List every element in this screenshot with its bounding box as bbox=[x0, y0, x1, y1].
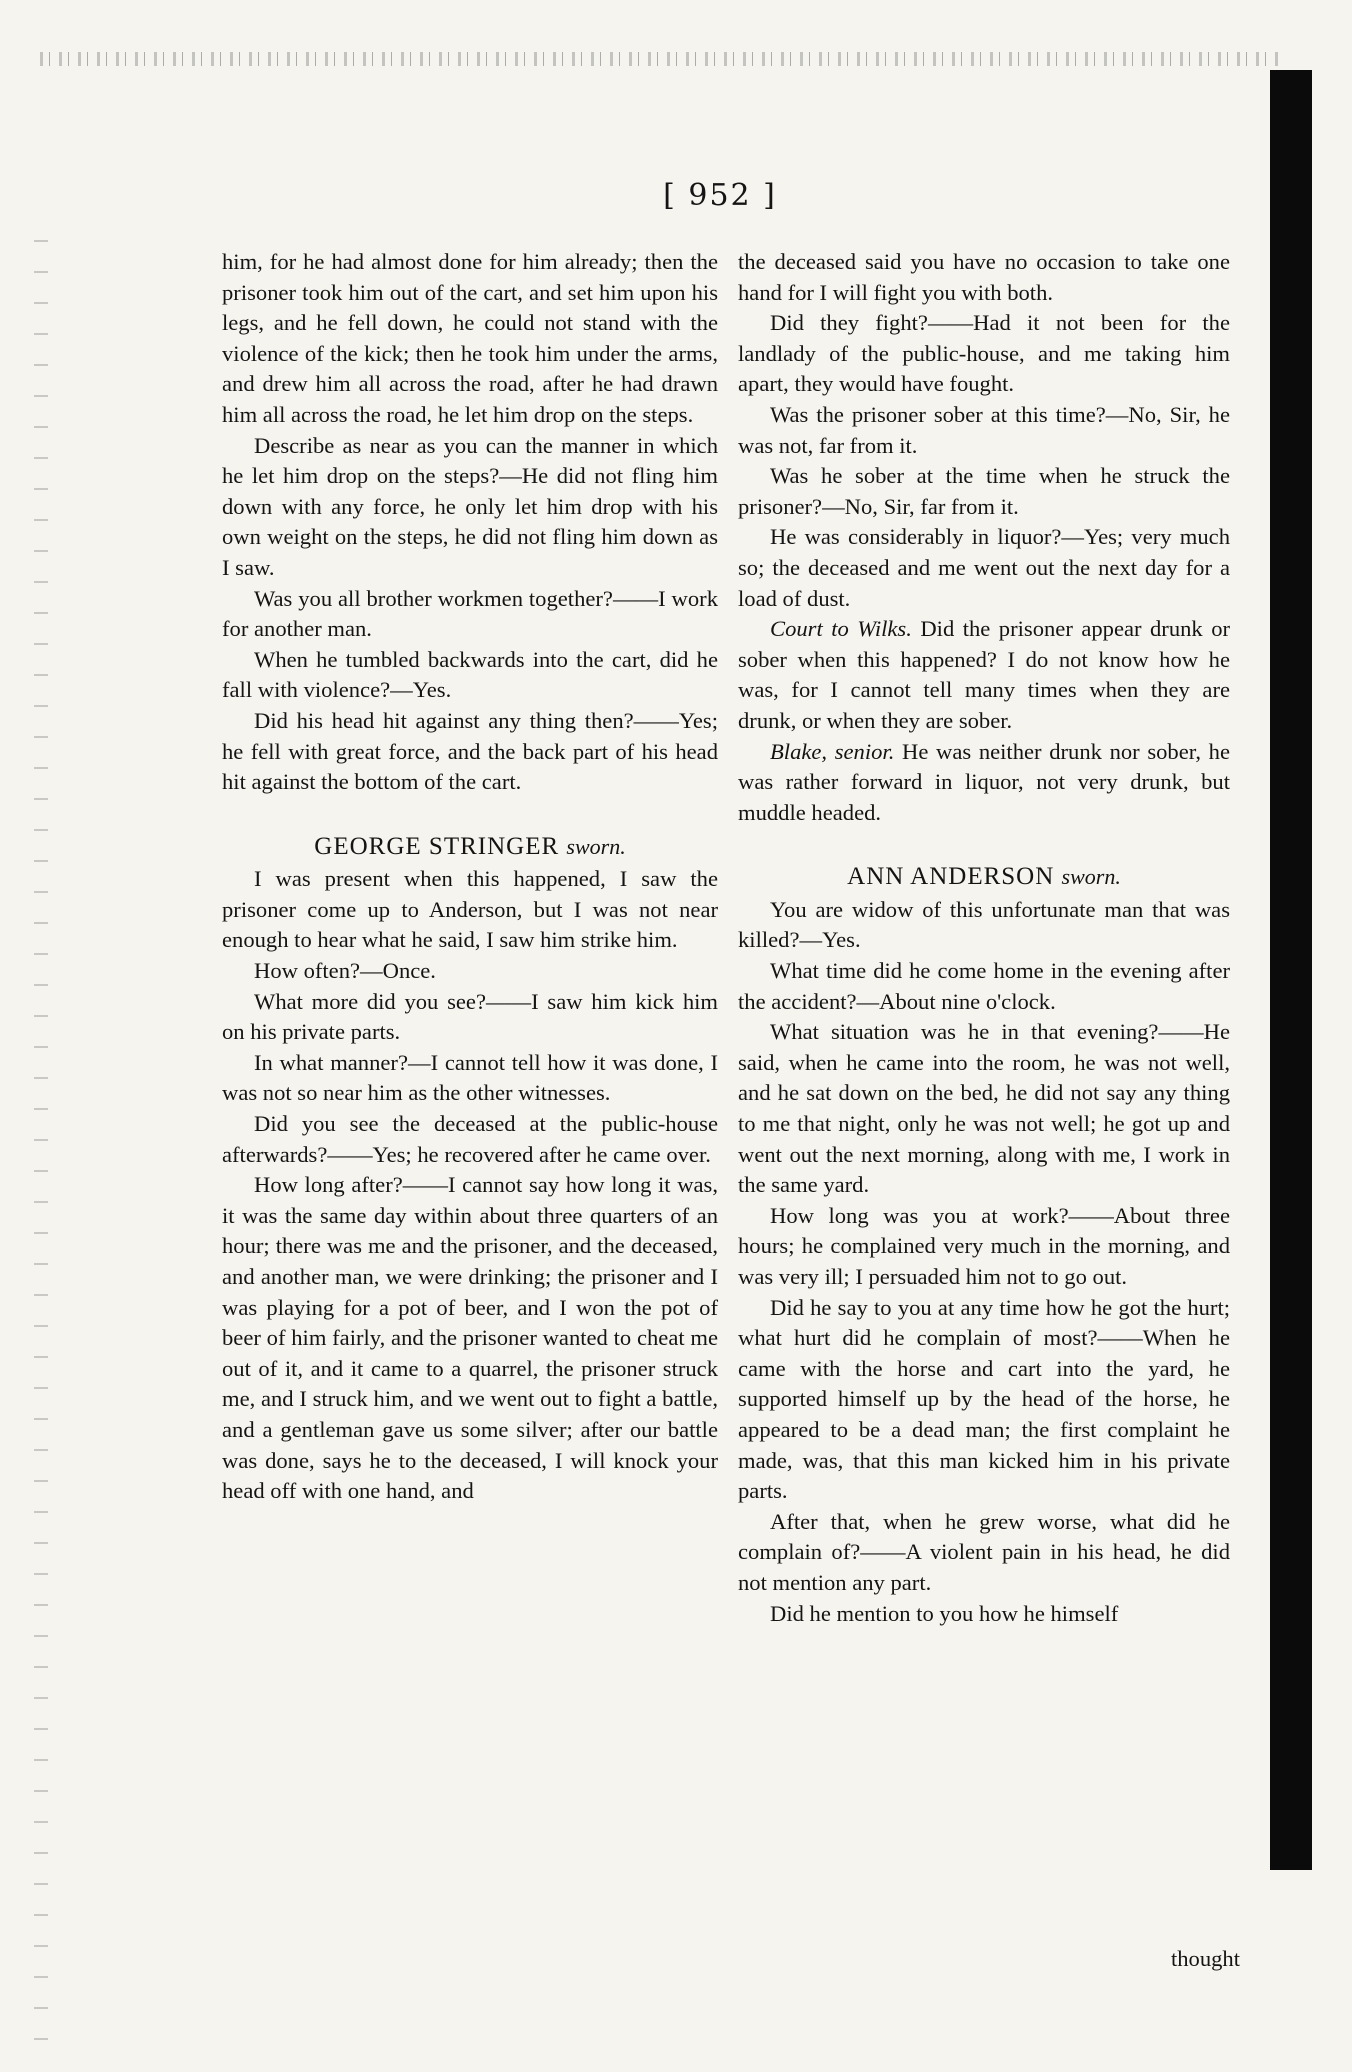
paragraph: He was considerably in liquor?—Yes; very much so; the deceased and me went out the next day for a load of dust. bbox=[738, 524, 1230, 611]
paragraph: Did he say to you at any time how he got the hurt; what hurt did he complain of most?——When he came with the horse and cart into the yard, he supported himself up by the head of the horse, he appeared to be a dead man; the first complaint he made, was, that this man kicked him in his private parts. bbox=[738, 1294, 1230, 1504]
paragraph: I was present when this happened, I saw the prisoner come up to Anderson, but I was not near enough to hear what he said, I saw him strike him. bbox=[222, 866, 718, 953]
page-number: [ 952 ] bbox=[663, 178, 777, 213]
paragraph: In what manner?—I cannot tell how it was done, I was not so near him as the other witnesses. bbox=[222, 1049, 718, 1106]
paragraph: What time did he come home in the evening after the accident?—About nine o'clock. bbox=[738, 958, 1230, 1014]
paragraph: Describe as near as you can the manner in which he let him drop on the steps?—He did not fling him down with any force, he only let him drop with his own weight on the steps, he did not fling him down as I saw. bbox=[222, 432, 718, 580]
paragraph: How long was you at work?——About three hours; he complained very much in the morning, and was very ill; I persuaded him not to go out. bbox=[738, 1202, 1230, 1289]
paragraph: the deceased said you have no occasion to take one hand for I will fight you with both. bbox=[738, 249, 1230, 305]
paragraph: Was you all brother workmen together?——I work for another man. bbox=[222, 585, 718, 642]
paragraph-text: Did the prisoner appear drunk or sober when this happened? I do not know how he was, for I cannot tell many times when they are drunk, or when they are sober. bbox=[738, 616, 1231, 733]
witness-name: ANN ANDERSON bbox=[847, 863, 1055, 891]
paragraph: Did they fight?——Had it not been for the landlady of the public-house, and me taking him apart, they would have fought. bbox=[738, 310, 1230, 397]
speaker-label: Court to Wilks. bbox=[770, 616, 912, 642]
witness-heading bbox=[738, 862, 1230, 893]
catchword: thought bbox=[1170, 1946, 1240, 1971]
paragraph: How often?—Once. bbox=[254, 958, 436, 984]
speaker-label: Blake, senior. bbox=[770, 738, 895, 764]
witness-heading bbox=[222, 832, 718, 863]
left-column bbox=[222, 247, 718, 1507]
paragraph: When he tumbled backwards into the cart, did he fall with violence?—Yes. bbox=[222, 646, 718, 703]
paragraph: How long after?——I cannot say how long it was, it was the same day within about three quarters of an hour; there was me and the prisoner, and the deceased, and another man, we were drinking; the prisoner and I was playing for a pot of beer, and I won the pot of beer of him fairly, and the prisoner wanted to cheat me out of it, and it came to a quarrel, the prisoner struck me, and I struck him, and we went out to fight a battle, and a gentleman gave us some silver; after our battle was done, says he to the deceased, I will knock your head off with one hand, and bbox=[222, 1172, 718, 1504]
paragraph: him, for he had almost done for him already; then the prisoner took him out of the cart, and set him upon his legs, and he fell down, he could not stand with the violence of the kick; then he took him under the arms, and drew him all across the road, after he had drawn him all across the road, he let him drop on the steps. bbox=[222, 249, 718, 427]
binding-shadow bbox=[1270, 70, 1312, 1870]
paragraph: What more did you see?——I saw him kick him on his private parts. bbox=[222, 988, 718, 1045]
paragraph: Did you see the deceased at the public-house afterwards?——Yes; he recovered after he came over. bbox=[222, 1111, 718, 1167]
paragraph: Did he mention to you how he himself bbox=[770, 1600, 1119, 1626]
paragraph: After that, when he grew worse, what did he complain of?——A violent pain in his head, he did not mention any part. bbox=[738, 1508, 1230, 1595]
paragraph bbox=[738, 614, 1230, 736]
paragraph: You are widow of this unfortunate man that was killed?—Yes. bbox=[738, 896, 1230, 953]
witness-name: GEORGE STRINGER bbox=[314, 832, 560, 860]
left-margin-marks bbox=[34, 240, 48, 2040]
sworn-label: sworn. bbox=[566, 833, 626, 859]
right-column bbox=[738, 247, 1230, 1629]
paragraph bbox=[738, 737, 1230, 829]
page-edge-top bbox=[40, 52, 1280, 66]
paragraph: Was the prisoner sober at this time?—No, Sir, he was not, far from it. bbox=[738, 401, 1230, 458]
paragraph-text: He was neither drunk nor sober, he was rather forward in liquor, not very drunk, but muddle headed. bbox=[738, 738, 1231, 825]
paragraph: Did his head hit against any thing then?——Yes; he fell with great force, and the back part of his head hit against the bottom of the cart. bbox=[222, 707, 718, 795]
sworn-label: sworn. bbox=[1061, 864, 1121, 890]
paragraph: What situation was he in that evening?——He said, when he came into the room, he was not well, and he sat down on the bed, he did not say any thing to me that night, only he was not well; he got up and went out the next morning, along with me, I work in the same yard. bbox=[738, 1019, 1230, 1198]
paragraph: Was he sober at the time when he struck the prisoner?—No, Sir, far from it. bbox=[738, 463, 1230, 519]
